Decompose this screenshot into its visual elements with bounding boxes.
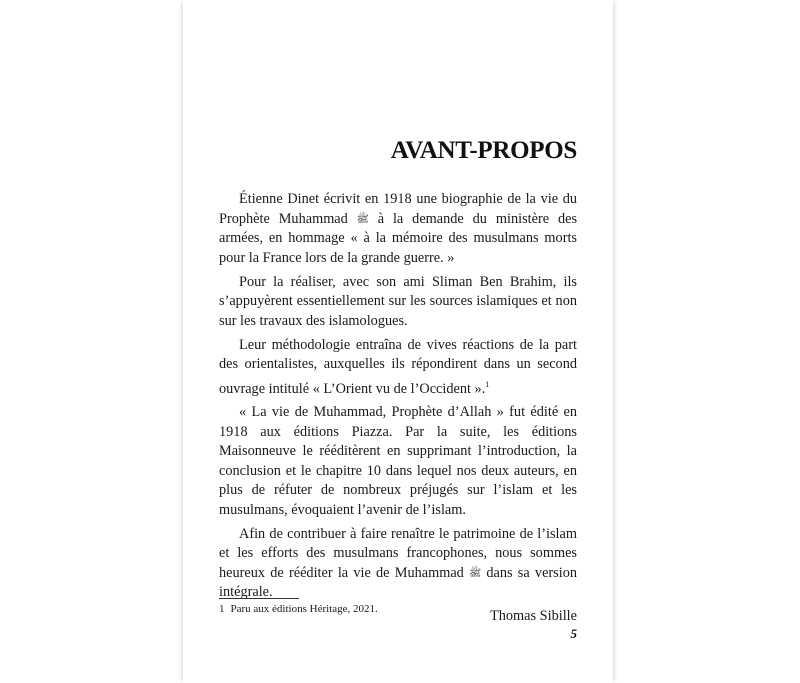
salawat-glyph: ﷺ (469, 567, 482, 579)
footnote-reference: 1 (485, 379, 490, 389)
paragraph-1 (219, 190, 577, 268)
paragraph-3 (219, 336, 577, 399)
paragraph-4: « La vie de Muhammad, Prophète d’Allah » fut édité en 1918 aux éditions Piazza. Par la suite, les éditions Maisonneuve le rééditèrent en supprimant l’introduction, la conclusion et le chapitre 10 dans lequel nos deux auteurs, en plus de réfuter de nombreux préjugés sur l’islam et les musulmans, évoquaient l’avenir de l’islam. (219, 404, 577, 518)
paragraph-3-text: Leur méthodologie entraîna de vives réactions de la part des orientalistes, auxquelles ils répondirent dans un second ouvrage intitulé « L’Orient vu de l’Occident ». (219, 336, 577, 397)
paragraph-2: Pour la réaliser, avec son ami Sliman Ben Brahim, ils s’appuyèrent essentiellement sur les sources islamiques et non sur les travaux des islamologues. (219, 273, 577, 329)
footnote (219, 603, 378, 615)
book-page (183, 0, 613, 683)
footnote-text: Paru aux éditions Héritage, 2021. (230, 603, 378, 615)
paragraph-5 (219, 525, 577, 603)
footnote-number: 1 (219, 603, 225, 615)
paragraph-1-start: Étienne Dinet écrivit en 1918 une biographie de la vie du Prophète Muhammad (219, 191, 577, 227)
page-number: 5 (570, 626, 577, 641)
salawat-glyph: ﷺ (356, 213, 369, 225)
body-text (219, 190, 577, 627)
footnote-divider (219, 598, 299, 599)
page-title: AVANT-PROPOS (390, 137, 577, 164)
paragraph-5-end: dans sa version intégrale. (219, 564, 578, 601)
paragraph-1-end: à la demande du ministère des armées, en hommage « à la mémoire des musulmans morts pour la France lors de la grande guerre. » (219, 210, 578, 266)
author-signature: Thomas Sibille (490, 608, 577, 625)
paragraph-5-start: Afin de contribuer à faire renaître le patrimoine de l’islam et les efforts des musulmans francophones, nous sommes heureux de rééditer la vie de Muhammad (219, 525, 577, 581)
